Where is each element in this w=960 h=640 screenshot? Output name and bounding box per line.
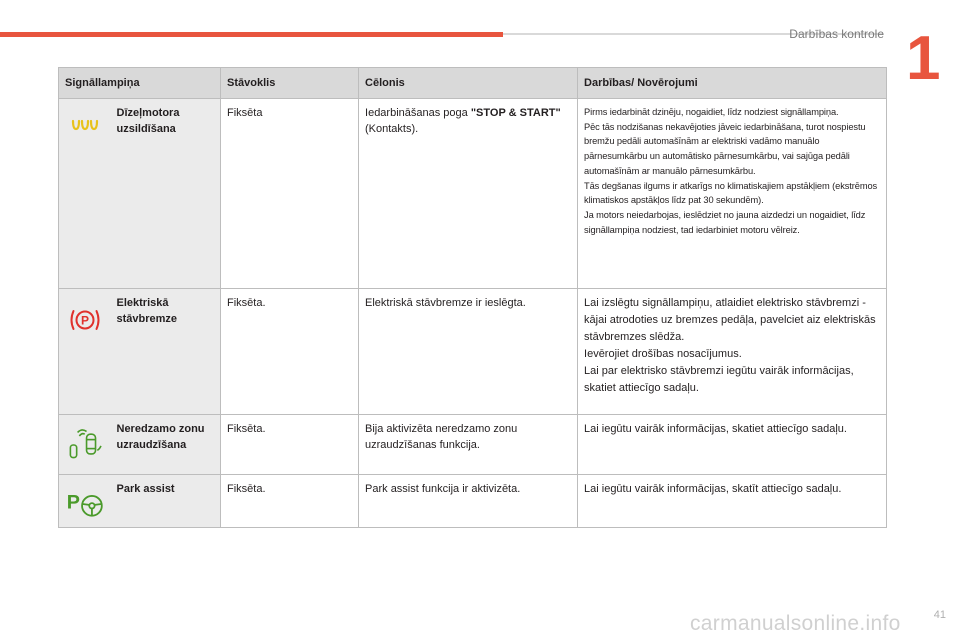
icon-cell (59, 289, 111, 415)
lamp-actions (578, 415, 887, 475)
park-assist-icon (65, 487, 105, 521)
action-line: Ja motors neiedarbojas, ieslēdziet no jauna aizdedzi un nogaidiet, līdz signāllampiņa nodziest, tad iedarbiniet motoru vēlreiz. (584, 209, 866, 235)
section-title: Darbības kontrole (789, 27, 884, 41)
cause-button-name: "STOP & START" (470, 107, 561, 119)
warning-lamps-table (58, 67, 887, 528)
lamp-state: Fiksēta. (221, 415, 359, 475)
lamp-cause: Park assist funkcija ir aktivizēta. (359, 475, 578, 528)
lamp-actions (578, 289, 887, 415)
lamp-state: Fiksēta (221, 99, 359, 289)
glow-plug-icon (70, 117, 100, 135)
header-cause: Cēlonis (359, 68, 578, 99)
lamp-state: Fiksēta. (221, 289, 359, 415)
header-state: Stāvoklis (221, 68, 359, 99)
lamp-name: Neredzamo zonu uzraudzīšana (111, 415, 221, 475)
page-number: 41 (933, 609, 946, 621)
action-line: Tās degšanas ilgums ir atkarīgs no klimatiskajiem apstākļiem (ekstrēmos klimatiskos apstākļos līdz pat 30 sekundēm). (584, 180, 878, 206)
parking-brake-icon (68, 307, 102, 333)
table-row (59, 99, 887, 289)
blind-spot-icon (65, 427, 105, 463)
cause-suffix: (Kontakts). (365, 123, 419, 135)
action-line: Pirms iedarbināt dzinēju, nogaidiet, līdz nodziest signāllampiņa. (584, 107, 839, 117)
icon-cell (59, 475, 111, 528)
action-line: Pēc tās nodzišanas nekavējoties jāveic iedarbināšana, turot nospiestu bremžu pedāli automašīnām ar elektriski vadāmo manuālo pārnesumkārbu un automātisko pārnesumkārbu, vai sajūga pedāli automašīnām ar manuālo pārnesumkārbu. (584, 121, 866, 176)
header-signal-lamp: Signāllampiņa (59, 68, 221, 99)
header-accent-bar (0, 32, 503, 37)
watermark: carmanualsonline.info (690, 612, 901, 635)
icon-cell (59, 99, 111, 289)
lamp-name: Elektriskā stāvbremze (111, 289, 221, 415)
lamp-cause: Elektriskā stāvbremze ir ieslēgta. (359, 289, 578, 415)
table-row (59, 289, 887, 415)
header-actions: Darbības/ Novērojumi (578, 68, 887, 99)
lamp-cause: Bija aktivizēta neredzamo zonu uzraudzīšanas funkcija. (359, 415, 578, 475)
cause-text: Iedarbināšanas poga (365, 107, 468, 119)
svg-text:P: P (66, 491, 80, 514)
action-line: Lai iegūtu vairāk informācijas, skatiet attiecīgo sadaļu. (584, 423, 847, 435)
action-line: Lai iegūtu vairāk informācijas, skatīt attiecīgo sadaļu. (584, 483, 842, 495)
action-line: Lai par elektrisko stāvbremzi iegūtu vairāk informācijas, skatiet attiecīgo sadaļu. (584, 365, 854, 394)
lamp-name: Dīzeļmotora uzsildīšana (111, 99, 221, 289)
chapter-number: 1 (906, 24, 941, 93)
lamp-actions (578, 475, 887, 528)
icon-cell (59, 415, 111, 475)
table-row (59, 415, 887, 475)
lamp-name: Park assist (111, 475, 221, 528)
action-line: Lai izslēgtu signāllampiņu, atlaidiet elektrisko stāvbremzi - kājai atrodoties uz bremzes pedāļa, pavelciet aiz elektriskās stāvbremzes slēdža. (584, 297, 876, 343)
svg-text:P: P (80, 313, 89, 328)
table-row (59, 475, 887, 528)
lamp-state: Fiksēta. (221, 475, 359, 528)
action-line: Ievērojiet drošības nosacījumus. (584, 348, 742, 360)
lamp-cause (359, 99, 578, 289)
table-header-row (59, 68, 887, 99)
lamp-actions (578, 99, 887, 289)
